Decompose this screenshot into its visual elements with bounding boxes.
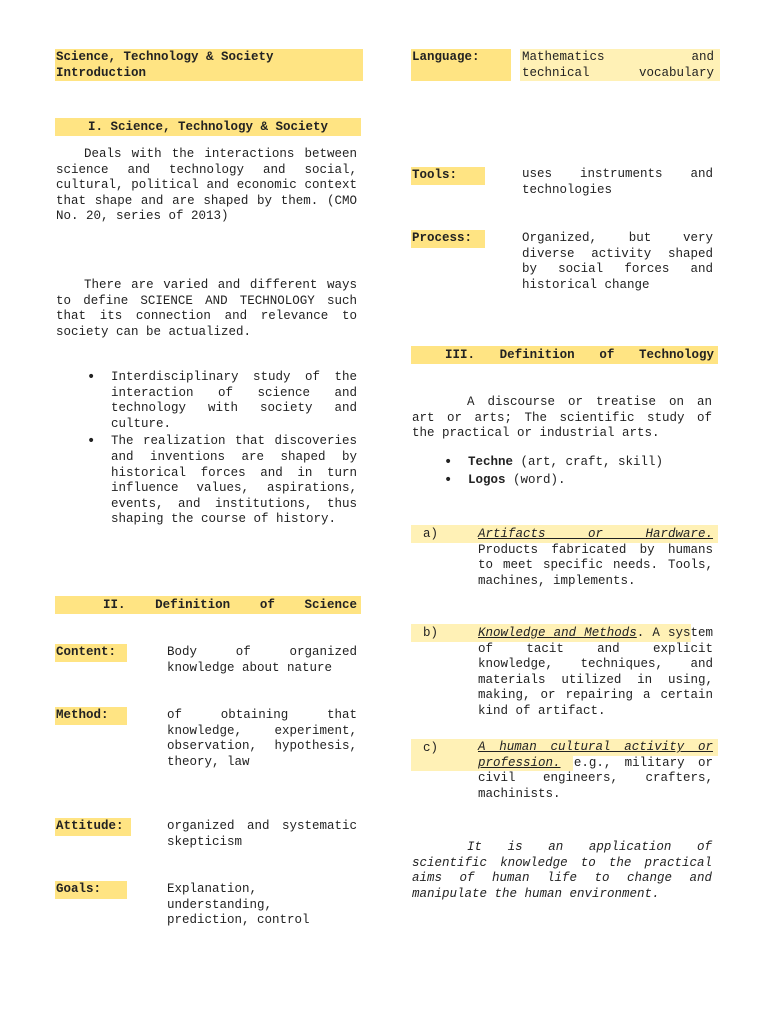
item-c-title: A human cultural activity or profession. [478,740,713,770]
method-value: of obtaining that knowledge, experiment, observation, hypothesis, theory, law [167,708,357,769]
section1-bullet-list [83,370,357,528]
section1-paragraph-2: There are varied and different ways to define SCIENCE AND TECHNOLOGY such that its connection and relevance to society can be actualized. [56,278,357,339]
tools-label: Tools: [411,167,485,185]
attitude-value: organized and systematic skepticism [167,819,357,849]
process-value: Organized, but very diverse activity shaped by social forces and historical change [522,231,713,292]
list-item [440,455,710,471]
item-b-marker-band: b) [411,624,477,642]
section3-intro: A discourse or treatise on an art or arts; The scientific study of the practical or industrial arts. [412,395,712,441]
goals-value: Explanation, understanding, prediction, control [167,882,310,928]
list-item [440,473,710,489]
section3-closing: It is an application of scientific knowledge to the practical aims of human life to change and manipulate the human environment. [412,840,712,901]
item-a-title: Artifacts or Hardware. [478,527,713,541]
list-item: • The realization that discoveries and inventions are shaped by historical forces and in turn influence values, aspirations, events, and institutions, thus shaping the course of history. [83,434,357,528]
section3-term-list [440,455,710,488]
doc-subtitle: Introduction [56,66,147,80]
list-item: • Interdisciplinary study of the interaction of science and technology with society and culture. [83,370,357,432]
tools-value: uses instruments and technologies [522,167,713,197]
goals-label: Goals: [55,881,127,899]
section2-heading: II. Definition of Science [55,596,361,614]
term-logos: Logos [468,472,506,487]
content-value: Body of organized knowledge about nature [167,645,357,675]
method-label: Method: [55,707,127,725]
content-label: Content: [55,644,127,662]
item-b-body: . A system of tacit and explicit knowledge, techniques, and materials utilized in using, making, or repairing a certain kind of artifact. [478,626,714,718]
language-value [522,50,714,81]
item-a-body: Products fabricated by humans to meet specific needs. Tools, machines, implements. [478,542,713,588]
process-label: Process: [411,230,485,248]
attitude-label: Attitude: [55,818,131,836]
section1-heading: I. Science, Technology & Society [55,118,361,136]
item-c-body: e.g., military or civil engineers, crafters, machinists. [478,755,713,801]
item-a-marker-band: a) [411,525,477,543]
item-c-marker-band: c) [411,739,477,771]
item-b-text [478,626,713,720]
term-techne: Techne [468,455,514,469]
section1-paragraph-1: Deals with the interactions between science and technology and social, cultural, political and economic context that shape and are shaped by them. (CMO No. 20, series of 2013) [56,147,357,224]
section3-heading: III. Definition of Technology [411,346,718,364]
language-word: Mathematics [522,50,605,64]
item-a-text [478,527,713,589]
doc-title: Science, Technology & Society [56,50,274,64]
language-label: Language: [412,50,480,64]
term-desc: (art, craft, skill) [513,455,664,469]
item-c-text [478,740,713,802]
language-word: vocabulary [638,65,714,80]
term-desc: (word). [505,472,566,487]
item-b-title: Knowledge and Methods [478,626,637,640]
language-word: technical [522,65,590,80]
language-word: and [691,50,714,64]
